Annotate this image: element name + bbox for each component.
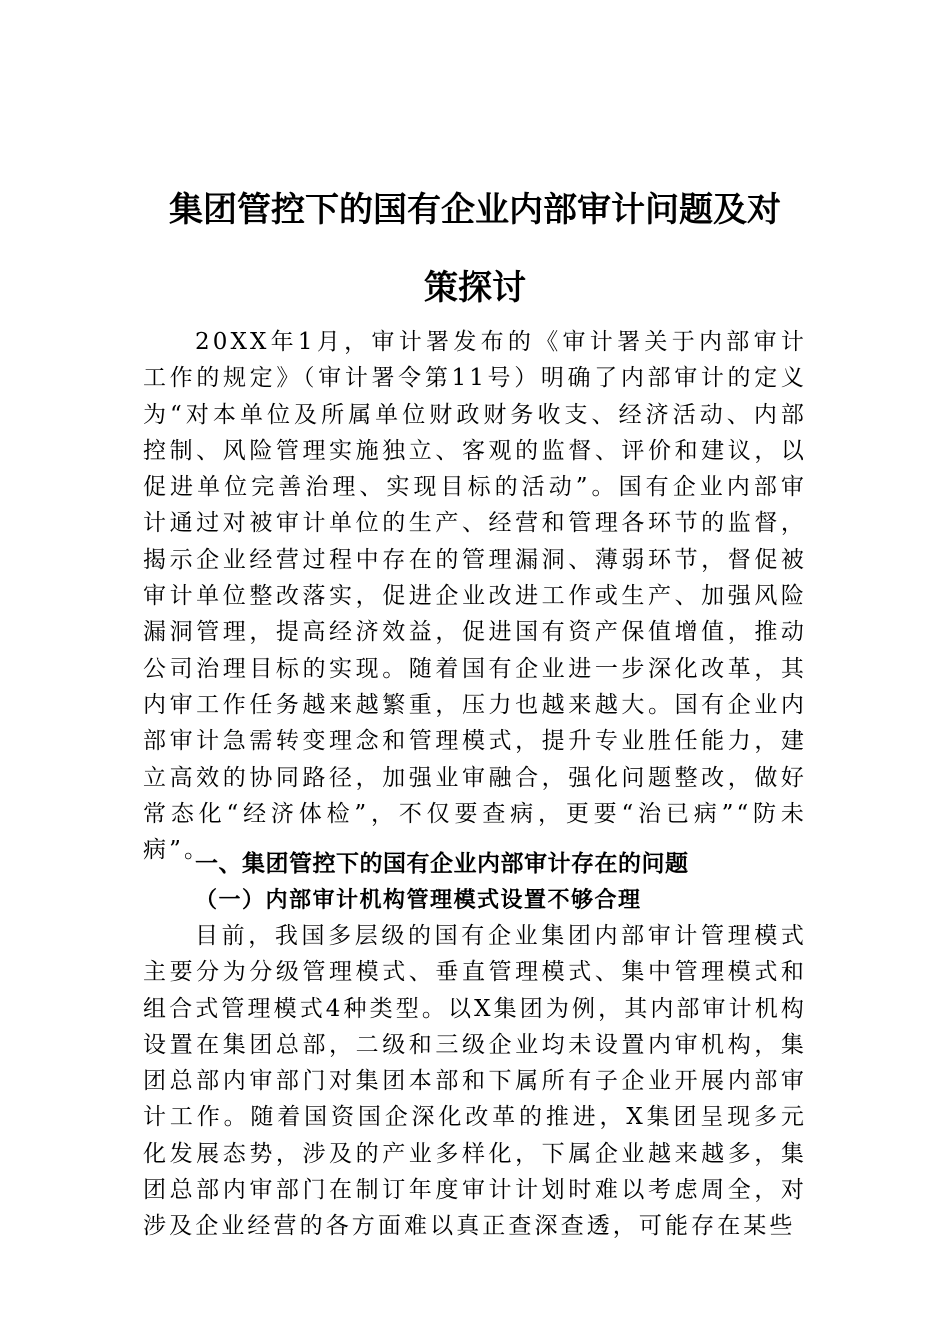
- document-title-line-2: 策探讨: [424, 267, 526, 308]
- subsection-heading: （一）内部审计机构管理模式设置不够合理: [195, 887, 642, 913]
- document-title: [140, 171, 810, 327]
- document-title-line-1: 集团管控下的国有企业内部审计问题及对: [169, 189, 781, 230]
- intro-paragraph: 20XX年1月，审计署发布的《审计署关于内部审计工作的规定》（审计署令第11号）明确了内部审计的定义为“对本单位及所属单位财政财务收支、经济活动、内部控制、风险管理实施独立、客观的监督、评价和建议，以促进单位完善治理、实现目标的活动”。国有企业内部审计通过对被审计单位的生产、经营和管理各环节的监督，揭示企业经营过程中存在的管理漏洞、薄弱环节，督促被审计单位整改落实，促进企业改进工作或生产、加强风险漏洞管理，提高经济效益，促进国有资产保值增值，推动公司治理目标的实现。随着国有企业进一步深化改革，其内审工作任务越来越繁重，压力也越来越大。国有企业内部审计急需转变理念和管理模式，提升专业胜任能力，建立高效的协同路径，加强业审融合，强化问题整改，做好常态化“经济体检”，不仅要查病，更要“治已病”“防未病”。: [143, 329, 807, 864]
- section-heading: 一、集团管控下的国有企业内部审计存在的问题: [195, 851, 689, 877]
- body-paragraph: 目前，我国多层级的国有企业集团内部审计管理模式主要分为分级管理模式、垂直管理模式、集中管理模式和组合式管理模式4种类型。以X集团为例，其内部审计机构设置在集团总部，二级和三级企业均未设置内审机构，集团总部内审部门对集团本部和下属所有子企业开展内部审计工作。随着国资国企深化改革的推进，X集团呈现多元化发展态势，涉及的产业多样化，下属企业越来越多，集团总部内审部门在制订年度审计计划时难以考虑周全，对涉及企业经营的各方面难以真正查深查透，可能存在某些: [143, 923, 807, 1240]
